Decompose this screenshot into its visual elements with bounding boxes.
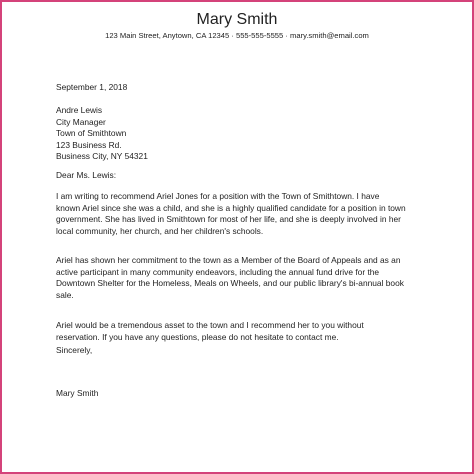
paragraph-line: active participant in many community endeavors, including the annual fund drive for the: [56, 266, 380, 277]
paragraph-recommendation: [56, 320, 458, 343]
paragraph-commitment: [56, 255, 458, 301]
recipient-organization: Town of Smithtown: [56, 128, 127, 138]
sender-name: Mary Smith: [196, 11, 278, 28]
recipient-name: Andre Lewis: [56, 105, 103, 115]
paragraph-line: known Ariel since she was a child, and she is a highly qualified candidate for a position in town: [56, 202, 406, 213]
paragraph-line: Downtown Shelter for the Homeless, Meals on Wheels, and our public library's bi-annual book: [56, 278, 404, 288]
paragraph-line: sale.: [56, 289, 74, 300]
signature-name: Mary Smith: [56, 388, 99, 398]
letter-date: September 1, 2018: [56, 82, 128, 92]
paragraph-line: Ariel has shown her commitment to the town as a Member of the Board of Appeals and as an: [56, 255, 401, 265]
salutation: Dear Ms. Lewis:: [56, 170, 117, 180]
paragraph-line: local community, her church, and her children's schools.: [56, 225, 264, 236]
paragraph-line: government. She has lived in Smithtown for most of her life, and she is deeply involved in her: [56, 214, 401, 224]
recipient-title: City Manager: [56, 116, 106, 127]
closing: Sincerely,: [56, 345, 93, 355]
paragraph-line: reservation. If you have any questions, please do not hesitate to contact me.: [56, 331, 339, 342]
recipient-street: 123 Business Rd.: [56, 139, 122, 150]
sender-contact-line: 123 Main Street, Anytown, CA 12345 · 555-555-5555 · mary.smith@email.com: [105, 31, 369, 40]
paragraph-line: Ariel would be a tremendous asset to the town and I recommend her to you without: [56, 320, 364, 330]
letter-page: [4, 4, 470, 470]
recipient-city-state-zip: Business City, NY 54321: [56, 151, 148, 161]
recipient-address-block: [56, 105, 458, 163]
paragraph-introduction: [56, 191, 458, 237]
paragraph-line: I am writing to recommend Ariel Jones for a position with the Town of Smithtown. I have: [56, 191, 380, 201]
